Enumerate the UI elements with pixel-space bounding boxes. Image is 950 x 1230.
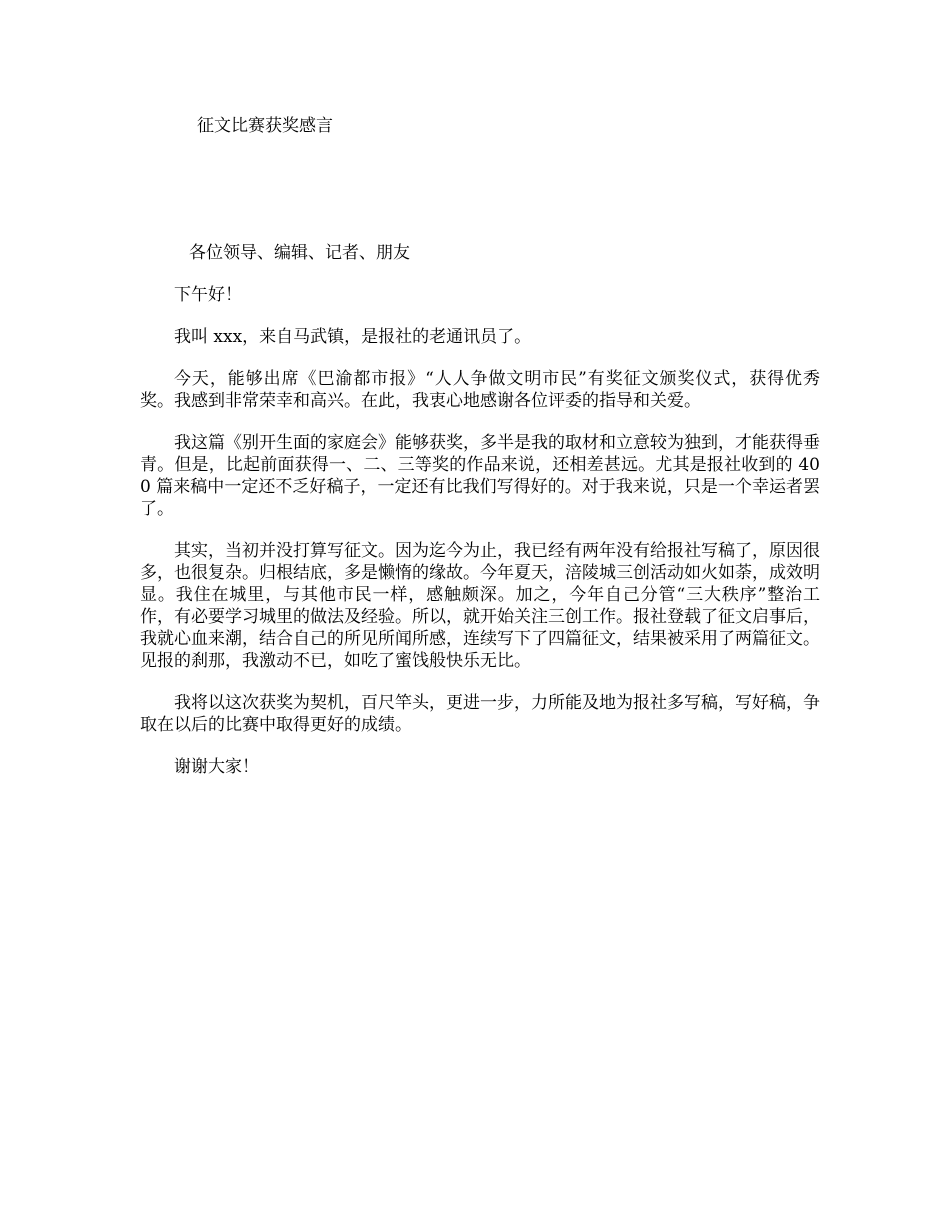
paragraph-background: 其实，当初并没打算写征文。因为迄今为止，我已经有两年没有给报社写稿了，原因很多，也很复杂。归根结底，多是懒惰的缘故。今年夏天，涪陵城三创活动如火如荼，成效明显。我住在城里，与其他市民一样，感触颇深。加之，今年自己分管“三大秩序”整治工作，有必要学习城里的做法及经验。所以，就开始关注三创工作。报社登载了征文启事后，我就心血来潮，结合自己的所见所闻所感，连续写下了四篇征文，结果被采用了两篇征文。见报的刹那，我激动不已，如吃了蜜饯般快乐无比。 [140, 541, 820, 671]
paragraph-introduction: 我叫 xxx，来自马武镇，是报社的老通讯员了。 [174, 327, 532, 347]
paragraph-closing: 谢谢大家！ [174, 757, 259, 777]
salutation: 各位领导、编辑、记者、朋友 [189, 243, 410, 263]
paragraph-thanks: 今天，能够出席《巴渝都市报》“人人争做文明市民”有奖征文颁奖仪式，获得优秀奖。我感到非常荣幸和高兴。在此，我衷心地感谢各位评委的指导和关爱。 [140, 369, 820, 411]
paragraph-commitment: 我将以这次获奖为契机，百尺竿头，更进一步，力所能及地为报社多写稿，写好稿，争取在以后的比赛中取得更好的成绩。 [140, 693, 820, 735]
paragraph-work: 我这篇《别开生面的家庭会》能够获奖，多半是我的取材和立意较为独到，才能获得垂青。但是，比起前面获得一、二、三等奖的作品来说，还相差甚远。尤其是报社收到的 400 篇来稿中一定还不乏好稿子，一定还有比我们写得好的。对于我来说，只是一个幸运者罢了。 [140, 433, 820, 519]
document-body [140, 284, 820, 798]
paragraph-greeting: 下午好！ [174, 285, 242, 305]
document-title: 征文比赛获奖感言 [197, 116, 333, 136]
